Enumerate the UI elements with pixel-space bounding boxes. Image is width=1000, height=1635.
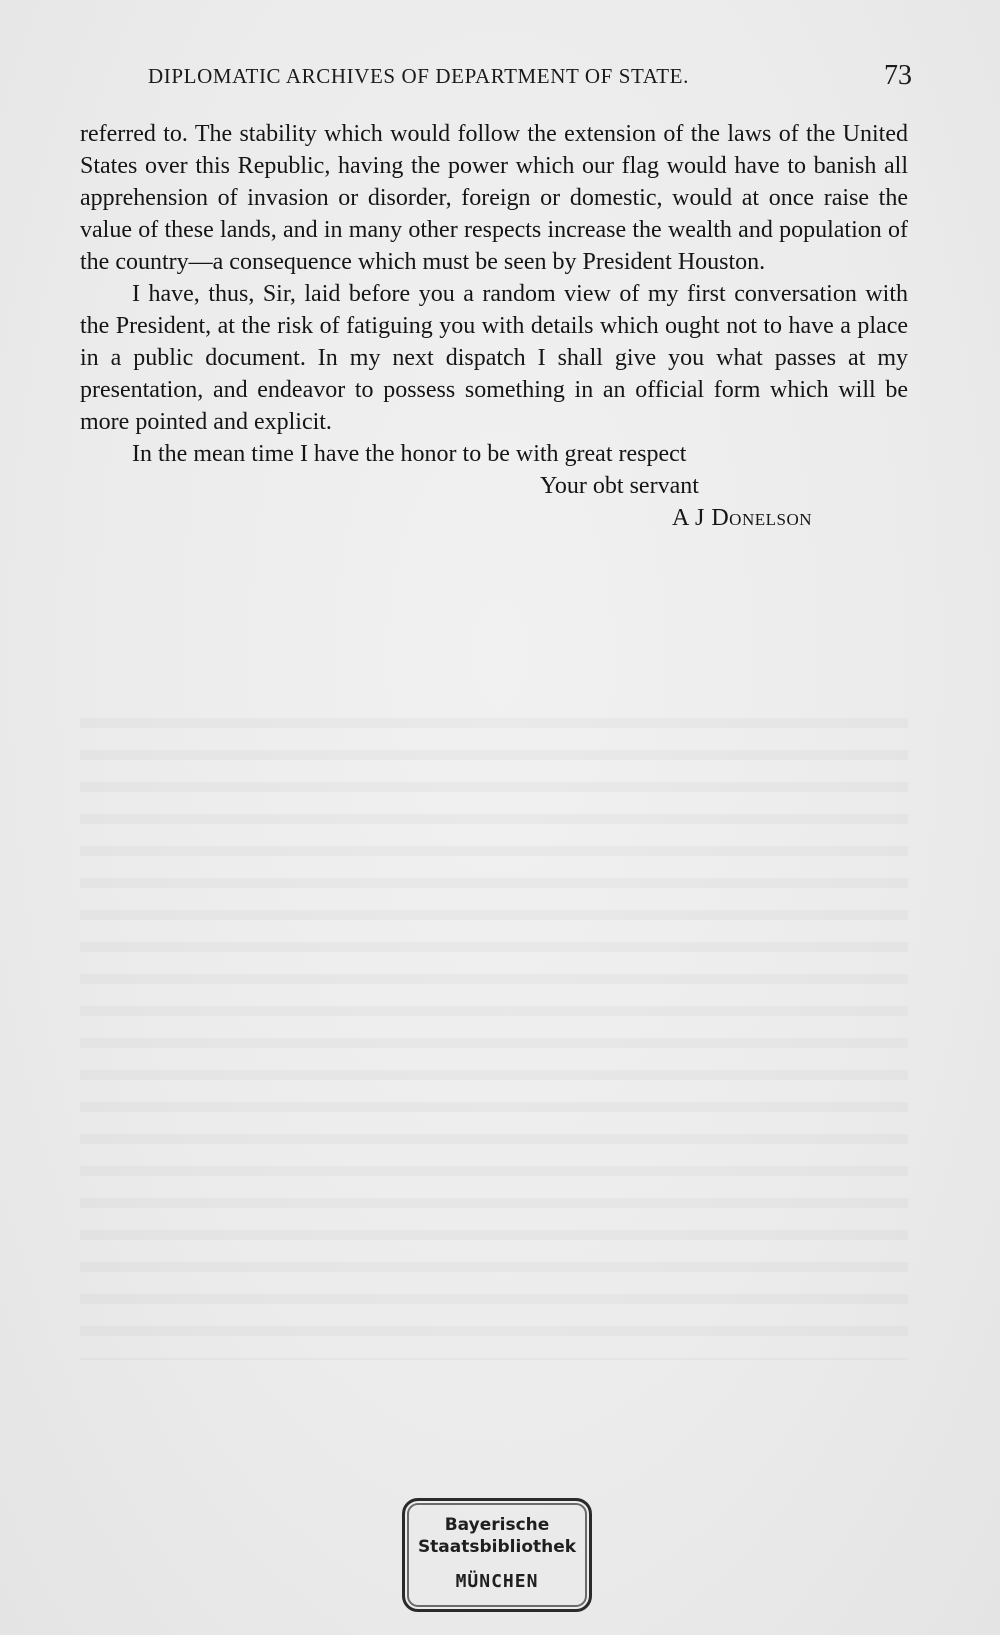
stamp-text-line-2: Staatsbibliothek (417, 1537, 577, 1557)
running-head: DIPLOMATIC ARCHIVES OF DEPARTMENT OF STATE. (148, 64, 689, 88)
page-header (148, 60, 916, 100)
signature: A J Donelson (672, 505, 813, 531)
page-number: 73 (884, 60, 912, 91)
paragraph-continuation: referred to. The stability which would follow the extension of the laws of the United States over this Republic, having the power which our flag would have to banish all apprehension of invasion or disorder, foreign or domestic, would at once raise the value of these lands, and in many other respects increase the wealth and population of the country—a consequence which must be seen by President Houston. (80, 121, 908, 275)
stamp-text-line-1: Bayerische (444, 1515, 550, 1535)
show-through-texture (80, 700, 908, 1360)
paragraph-conversation: I have, thus, Sir, laid before you a random view of my first conversation with the President, at the risk of fatiguing you with details which ought not to have a place in a public document. In my next dispatch I shall give you what passes at my presentation, and endeavor to possess something in an official form which will be more pointed and explicit. (80, 281, 908, 435)
letter-body (80, 118, 908, 534)
signoff-line: Your obt servant (540, 473, 699, 499)
stamp-text-line-3: MÜNCHEN (455, 1571, 539, 1592)
paragraph-closing: In the mean time I have the honor to be with great respect (132, 441, 687, 467)
library-stamp (402, 1498, 592, 1612)
